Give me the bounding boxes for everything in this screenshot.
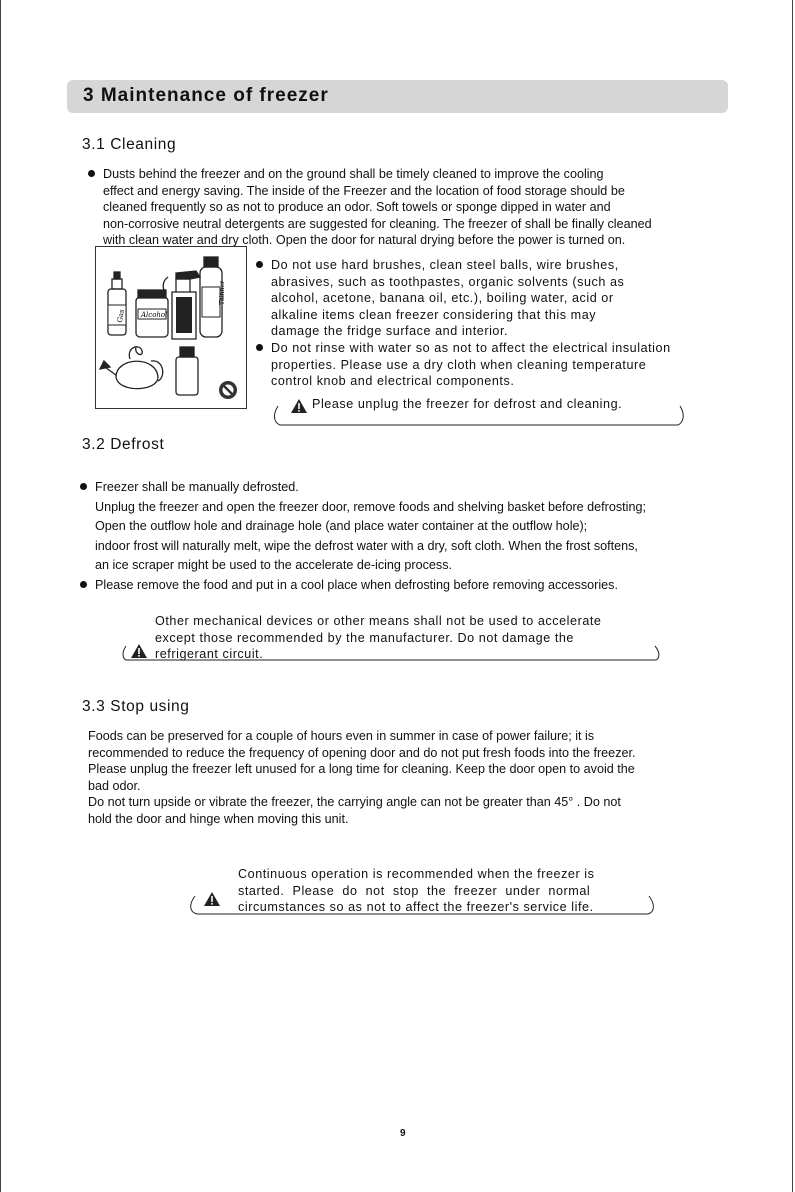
text-line: Please unplug the freezer left unused for a long time for cleaning. Keep the door open to avoid the	[88, 762, 635, 777]
cleaning-intro-bullet	[88, 166, 728, 249]
text-line: an ice scraper might be used to the accelerate de-icing process.	[95, 558, 453, 573]
page-edge-left	[0, 0, 1, 1192]
page-edge-right	[792, 0, 793, 1192]
defrost-body	[80, 478, 720, 596]
text-line: properties. Please use a dry cloth when cleaning temperature	[271, 357, 647, 372]
text-line: bad odor.	[88, 778, 141, 793]
text-line: Open the outflow hole and drainage hole (and place water container at the outflow hole);	[95, 519, 588, 534]
text-line: except those recommended by the manufacturer. Do not damage the	[155, 630, 574, 645]
text-line: started. Please do not stop the freezer under normal	[238, 883, 591, 898]
bullet-dot	[256, 261, 263, 268]
text-line: circumstances so as not to affect the freezer's service life.	[238, 900, 594, 915]
cleaning-warning-text: Please unplug the freezer for defrost and cleaning.	[312, 397, 623, 411]
text-line: Dusts behind the freezer and on the ground shall be timely cleaned to improve the cooling	[103, 167, 604, 181]
text-line: Unplug the freezer and open the freezer door, remove foods and shelving basket before defrosting;	[95, 499, 646, 514]
text-line: alkaline items clean freezer considering that this may	[271, 307, 597, 322]
text-line: Please remove the food and put in a cool place when defrosting before removing accessories.	[95, 577, 618, 592]
text-line: damage the fridge surface and interior.	[271, 324, 509, 339]
text-line: cleaned frequently so as not to produce an odor. Soft towels or sponge dipped in water and	[103, 200, 611, 215]
alcohol-label: Alcohol	[141, 311, 168, 319]
warning-icon	[130, 643, 148, 659]
defrost-heading: 3.2 Defrost	[82, 436, 165, 453]
bullet-dot	[80, 483, 87, 490]
text-line: control knob and electrical components.	[271, 374, 515, 389]
bullet-dot	[88, 170, 95, 177]
defrost-bullet-manual	[80, 478, 720, 576]
stop-using-body	[88, 728, 728, 828]
text-line: Freezer shall be manually defrosted.	[95, 480, 299, 494]
thinner-label: Thinner	[219, 281, 226, 305]
bullet-dot	[256, 344, 263, 351]
text-line: recommended to reduce the frequency of opening door and do not put fresh foods into the freezer.	[88, 745, 636, 760]
text-line: alcohol, acetone, banana oil, etc.), boiling water, acid or	[271, 291, 614, 306]
cleaning-bullet-no-rinse	[256, 340, 726, 390]
page-number: 9	[400, 1128, 406, 1139]
stop-using-heading: 3.3 Stop using	[82, 698, 190, 715]
text-line: Do not turn upside or vibrate the freezer, the carrying angle can not be greater than 45° . Do not	[88, 795, 621, 810]
text-line: Continuous operation is recommended when the freezer is	[238, 867, 595, 881]
text-line: refrigerant circuit.	[155, 647, 264, 662]
section-title: 3 Maintenance of freezer	[83, 85, 329, 106]
gas-label: Gas	[115, 308, 126, 324]
text-line: Do not rinse with water so as not to affect the electrical insulation	[271, 340, 671, 355]
cleaning-heading: 3.1 Cleaning	[82, 136, 177, 153]
text-line: with clean water and dry cloth. Open the door for natural drying before the power is turned on.	[103, 233, 626, 248]
text-line: abrasives, such as toothpastes, organic solvents (such as	[271, 274, 625, 289]
bullet-dot	[80, 581, 87, 588]
cleaning-prohibited-items-illustration	[95, 246, 247, 409]
warning-icon	[203, 891, 221, 907]
warning-icon	[290, 398, 308, 414]
defrost-warning-text	[155, 613, 655, 663]
section-banner	[67, 80, 728, 113]
text-line: indoor frost will naturally melt, wipe the defrost water with a dry, soft cloth. When the frost softens,	[95, 538, 638, 553]
cleaning-bullets	[256, 257, 726, 390]
text-line: non-corrosive neutral detergents are suggested for cleaning. The freezer of shall be finally cleaned	[103, 216, 652, 231]
text-line: Foods can be preserved for a couple of hours even in summer in case of power failure; it is	[88, 729, 595, 743]
text-line: hold the door and hinge when moving this unit.	[88, 811, 349, 826]
text-line: effect and energy saving. The inside of the Freezer and the location of food storage should be	[103, 183, 625, 198]
defrost-bullet-remove-food	[80, 576, 720, 596]
stop-warning-text	[238, 866, 638, 916]
cleaning-bullet-no-hard-brushes	[256, 257, 726, 340]
cleaning-intro	[88, 166, 728, 249]
text-line: Other mechanical devices or other means shall not be used to accelerate	[155, 614, 602, 628]
text-line: Do not use hard brushes, clean steel balls, wire brushes,	[271, 258, 619, 272]
prohibited-items-drawing	[96, 247, 246, 408]
